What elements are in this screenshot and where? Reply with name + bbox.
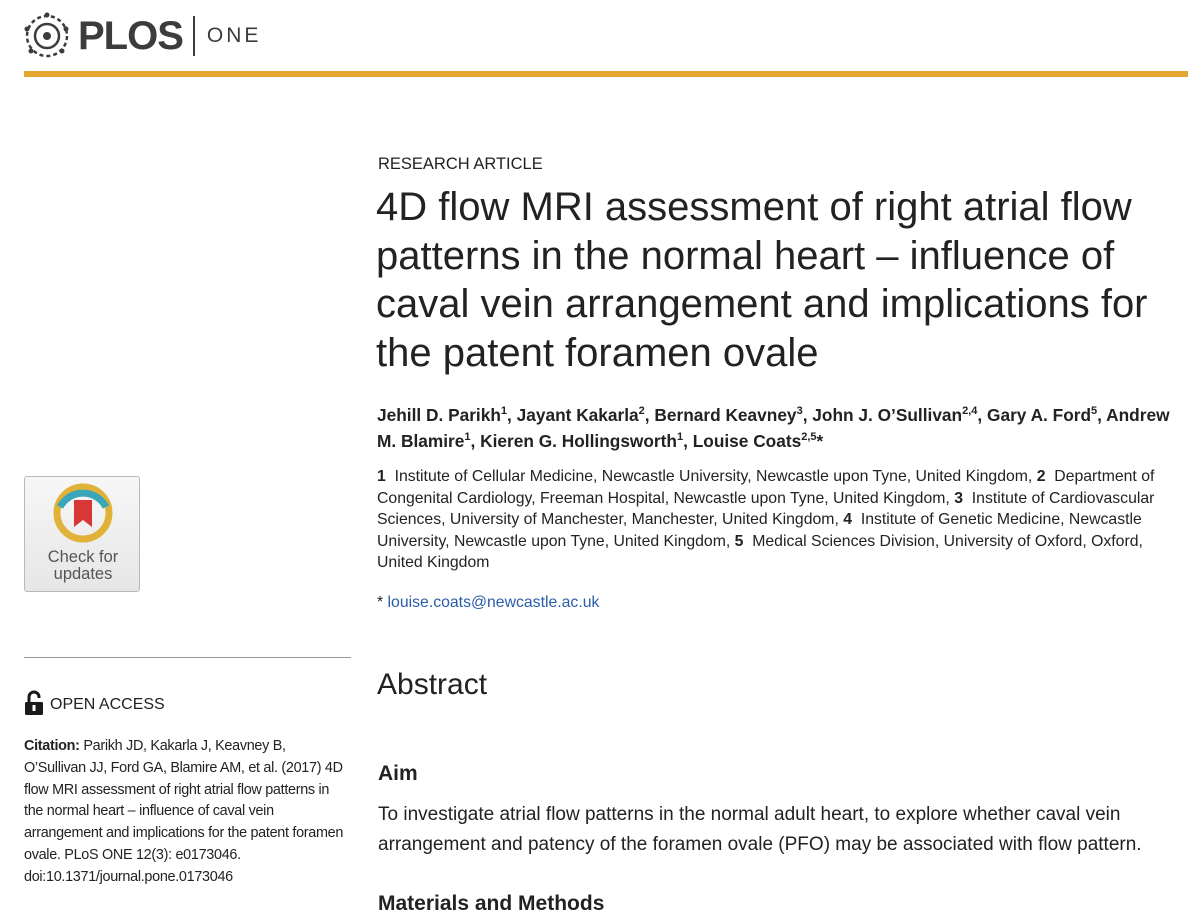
- plos-logo-icon: [22, 11, 72, 61]
- citation-block: [24, 736, 344, 889]
- author-separator: ,: [507, 405, 517, 425]
- author-separator: ,: [470, 431, 481, 451]
- author-affiliation-number: 3: [796, 405, 803, 418]
- methods-heading: Materials and Methods: [378, 892, 605, 915]
- corresponding-author: [377, 594, 599, 612]
- open-access-label: OPEN ACCESS: [50, 696, 165, 713]
- affiliation-number: 1: [377, 468, 386, 485]
- author-affiliation-number: 1: [500, 405, 508, 418]
- author-separator: ,: [802, 405, 813, 425]
- citation-label: Citation:: [24, 738, 80, 754]
- article-title: 4D flow MRI assessment of right atrial flow patterns in the normal heart – influence of caval vein arrangement and implications for the patent foramen ovale: [376, 185, 1148, 375]
- affiliation-number: 4: [843, 511, 853, 529]
- author-separator: ,: [683, 431, 693, 451]
- plos-wordmark: PLOS: [78, 13, 183, 58]
- affiliation-text: Department of Congenital Cardiology, Freeman Hospital, Newcastle upon Tyne, United Kingdom,: [377, 468, 1155, 507]
- affiliation-list: [377, 466, 1177, 574]
- open-access-indicator: [24, 690, 165, 716]
- author-separator: ,: [644, 405, 655, 425]
- check-for-updates-label: Check for updates: [47, 548, 119, 583]
- author-name: Jehill D. Parikh: [377, 405, 501, 425]
- author-affiliation-number: 2,5: [801, 431, 817, 444]
- author-affiliation-number: 1: [676, 431, 684, 444]
- author-affiliation-number: 2: [638, 405, 645, 418]
- crossmark-icon: [53, 483, 113, 543]
- author-name: Andrew M. Blamire: [377, 405, 1170, 451]
- affiliation-text: Institute of Cardiovascular Sciences, University of Manchester, Manchester, United Kingdom,: [377, 489, 1155, 529]
- journal-name: ONE: [206, 24, 262, 47]
- author-name: Louise Coats: [692, 431, 802, 451]
- check-for-updates-button[interactable]: [24, 476, 140, 592]
- author-name: Bernard Keavney: [654, 405, 797, 425]
- abstract-heading: Abstract: [377, 668, 488, 701]
- article-type: RESEARCH ARTICLE: [378, 155, 543, 173]
- sidebar-divider: [24, 657, 351, 658]
- affiliation-text: Institute of Genetic Medicine, Newcastle University, Newcastle upon Tyne, United Kingdom,: [377, 511, 1142, 550]
- author-separator: ,: [1097, 405, 1107, 425]
- author-name: John J. O’Sullivan: [812, 405, 963, 425]
- affiliation-text: Medical Sciences Division, University of Oxford, Oxford, United Kingdom: [377, 532, 1143, 572]
- aim-heading: Aim: [378, 762, 418, 785]
- methods-heading-clipped: [378, 892, 638, 915]
- corresponding-marker: *: [377, 594, 384, 611]
- author-affiliation-number: 2,4: [962, 405, 978, 418]
- affiliation-text: Institute of Cellular Medicine, Newcastle University, Newcastle upon Tyne, United Kingdom,: [394, 468, 1033, 485]
- citation-text: Parikh JD, Kakarla J, Keavney B, O’Sullivan JJ, Ford GA, Blamire AM, et al. (2017) 4D flow MRI assessment of right atrial flow patterns in the normal heart – influence of caval vein arrangement and implications for the patent foramen ovale. PLoS ONE 12(3): e0173046. doi:10.1371/journal.pone.0173046: [24, 738, 344, 885]
- author-affiliation-number: 5: [1091, 405, 1098, 418]
- header-accent-rule: [24, 71, 1188, 77]
- author-name: Kieren G. Hollingsworth: [480, 431, 677, 451]
- author-name: Gary A. Ford: [987, 405, 1092, 425]
- journal-header: [22, 10, 261, 62]
- affiliation-number: 2: [1036, 468, 1046, 485]
- open-lock-icon: [24, 690, 44, 716]
- author-name: Jayant Kakarla: [516, 405, 639, 425]
- header-divider: [193, 16, 195, 56]
- affiliation-number: 3: [954, 489, 963, 507]
- author-list: [377, 402, 1192, 454]
- corresponding-email-link[interactable]: louise.coats@newcastle.ac.uk: [387, 594, 600, 611]
- author-separator: *: [816, 431, 824, 451]
- affiliation-number: 5: [734, 532, 744, 550]
- aim-paragraph: To investigate atrial flow patterns in the normal adult heart, to explore whether caval vein arrangement and patency of the foramen ovale (PFO) may be associated with flow pattern.: [378, 804, 1142, 855]
- author-affiliation-number: 1: [464, 431, 471, 444]
- author-separator: ,: [977, 405, 988, 425]
